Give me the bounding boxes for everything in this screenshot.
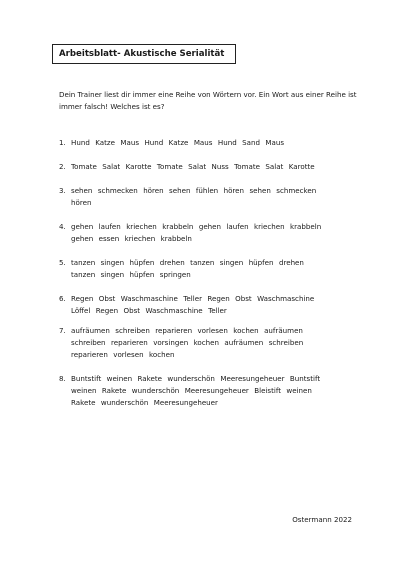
task-word: sehen — [71, 186, 93, 195]
task-word-lines — [71, 293, 320, 317]
task-word: Teller — [183, 294, 202, 303]
task-word: Waschmaschine — [120, 294, 178, 303]
task-word: essen — [98, 234, 120, 243]
task-word: weinen — [71, 386, 97, 395]
task-word: Rakete — [71, 398, 96, 407]
task-word: vorsingen — [153, 338, 189, 347]
task-word: weinen — [106, 374, 133, 383]
word-line — [71, 349, 309, 361]
task-word-lines — [71, 325, 309, 361]
task-word: singen — [100, 258, 125, 267]
worksheet-title: Arbeitsblatt- Akustische Serialität — [52, 44, 236, 64]
task-word: tanzen — [71, 270, 96, 279]
task-word: Hund — [144, 138, 164, 147]
task-word: tanzen — [190, 258, 215, 267]
task-word: kochen — [149, 350, 175, 359]
task-word: hüpfen — [129, 270, 155, 279]
task-word-lines — [71, 161, 320, 173]
task-word: tanzen — [71, 258, 96, 267]
task-number: 2. — [59, 162, 66, 171]
task-number: 1. — [59, 138, 66, 147]
task-word: hören — [71, 198, 92, 207]
task-word-lines — [71, 257, 309, 281]
task-word: Waschmaschine — [257, 294, 315, 303]
task-word: Nuss — [211, 162, 229, 171]
task-word: Obst — [235, 294, 252, 303]
task-word: reparieren — [110, 338, 148, 347]
task-word: springen — [159, 270, 191, 279]
task-number: 3. — [59, 186, 66, 195]
task-word: Meeresungeheuer — [220, 374, 285, 383]
word-line — [71, 257, 309, 269]
task-word: hüpfen — [129, 258, 155, 267]
task-word: vorlesen — [197, 326, 228, 335]
task-word: schmecken — [276, 186, 317, 195]
task-word: reparieren — [71, 350, 108, 359]
task-word: drehen — [159, 258, 185, 267]
task-word: kochen — [233, 326, 259, 335]
task-word: Waschmaschine — [145, 306, 203, 315]
task-word: Katze — [95, 138, 115, 147]
task-word: Katze — [168, 138, 189, 147]
word-line — [71, 337, 309, 349]
task-word: aufräumen — [264, 326, 303, 335]
task-word: gehen — [198, 222, 222, 231]
task-word: singen — [219, 258, 244, 267]
task-word: laufen — [98, 222, 121, 231]
task-word: Salat — [188, 162, 207, 171]
task-word: Sand — [242, 138, 260, 147]
word-line — [71, 293, 320, 305]
word-line — [71, 185, 322, 197]
task-word: Regen — [207, 294, 230, 303]
task-word: krabbeln — [160, 234, 192, 243]
task-word: schmecken — [97, 186, 138, 195]
task-word: kriechen — [254, 222, 285, 231]
task-word: Meeresungeheuer — [184, 386, 249, 395]
task-word: laufen — [226, 222, 249, 231]
task-word: weinen — [286, 386, 312, 395]
task-number: 6. — [59, 294, 66, 303]
task-word: aufräumen — [71, 326, 110, 335]
task-word: Rakete — [101, 386, 127, 395]
word-line — [71, 233, 327, 245]
task-word: kriechen — [126, 222, 157, 231]
task-word: Karotte — [125, 162, 152, 171]
task-word: Regen — [71, 294, 94, 303]
task-word: hüpfen — [248, 258, 274, 267]
task-word: Maus — [193, 138, 213, 147]
task-word-lines — [71, 137, 289, 149]
task-word: Maus — [120, 138, 140, 147]
task-word: Tomate — [234, 162, 260, 171]
word-line — [71, 197, 322, 209]
word-line — [71, 325, 309, 337]
author-footer: Ostermann 2022 — [292, 515, 352, 524]
task-word: wunderschön — [167, 374, 215, 383]
task-word: reparieren — [155, 326, 193, 335]
task-word: krabbeln — [290, 222, 322, 231]
task-word: Hund — [71, 138, 90, 147]
task-number: 5. — [59, 258, 66, 267]
task-word: Meeresungeheuer — [153, 398, 218, 407]
task-word: Tomate — [71, 162, 97, 171]
task-word: wunderschön — [131, 386, 180, 395]
task-word: wunderschön — [100, 398, 149, 407]
word-line — [71, 221, 327, 233]
task-word: Karotte — [288, 162, 315, 171]
task-word: Regen — [95, 306, 119, 315]
task-word: sehen — [169, 186, 191, 195]
task-word: Bleistift — [254, 386, 282, 395]
word-line — [71, 373, 326, 385]
task-word-lines — [71, 221, 327, 245]
word-line — [71, 269, 309, 281]
word-line — [71, 137, 289, 149]
task-word: hören — [143, 186, 164, 195]
task-word: Salat — [265, 162, 284, 171]
word-line — [71, 161, 320, 173]
task-number: 4. — [59, 222, 66, 231]
task-number: 8. — [59, 374, 66, 383]
task-word: Teller — [208, 306, 227, 315]
task-word-lines — [71, 185, 322, 209]
task-word: Obst — [98, 294, 116, 303]
task-word: schreiben — [71, 338, 106, 347]
task-word: schreiben — [115, 326, 150, 335]
task-word: kriechen — [124, 234, 156, 243]
word-line — [71, 305, 320, 317]
task-word: gehen — [71, 234, 94, 243]
task-word: kochen — [193, 338, 220, 347]
task-word: vorlesen — [113, 350, 144, 359]
task-word: Salat — [102, 162, 121, 171]
task-word: Tomate — [156, 162, 183, 171]
task-word: aufräumen — [224, 338, 264, 347]
task-number: 7. — [59, 326, 66, 335]
task-word: krabbeln — [162, 222, 194, 231]
task-word: Obst — [123, 306, 141, 315]
task-word: hören — [223, 186, 245, 195]
task-word: Hund — [217, 138, 237, 147]
task-word: Buntstift — [71, 374, 102, 383]
task-word: schreiben — [268, 338, 304, 347]
task-word: singen — [100, 270, 125, 279]
task-word: drehen — [278, 258, 304, 267]
task-word: gehen — [71, 222, 94, 231]
task-word: Rakete — [137, 374, 163, 383]
task-word: sehen — [249, 186, 271, 195]
word-line — [71, 397, 326, 409]
task-word: Löffel — [71, 306, 91, 315]
task-word-lines — [71, 373, 326, 409]
instructions-text: Dein Trainer liest dir immer eine Reihe von Wörtern vor. Ein Wort aus einer Reihe ist immer falsch! Welches ist es? — [59, 90, 357, 111]
task-word: Buntstift — [289, 374, 321, 383]
task-word: fühlen — [195, 186, 219, 195]
task-word: Maus — [265, 138, 285, 147]
word-line — [71, 385, 326, 397]
